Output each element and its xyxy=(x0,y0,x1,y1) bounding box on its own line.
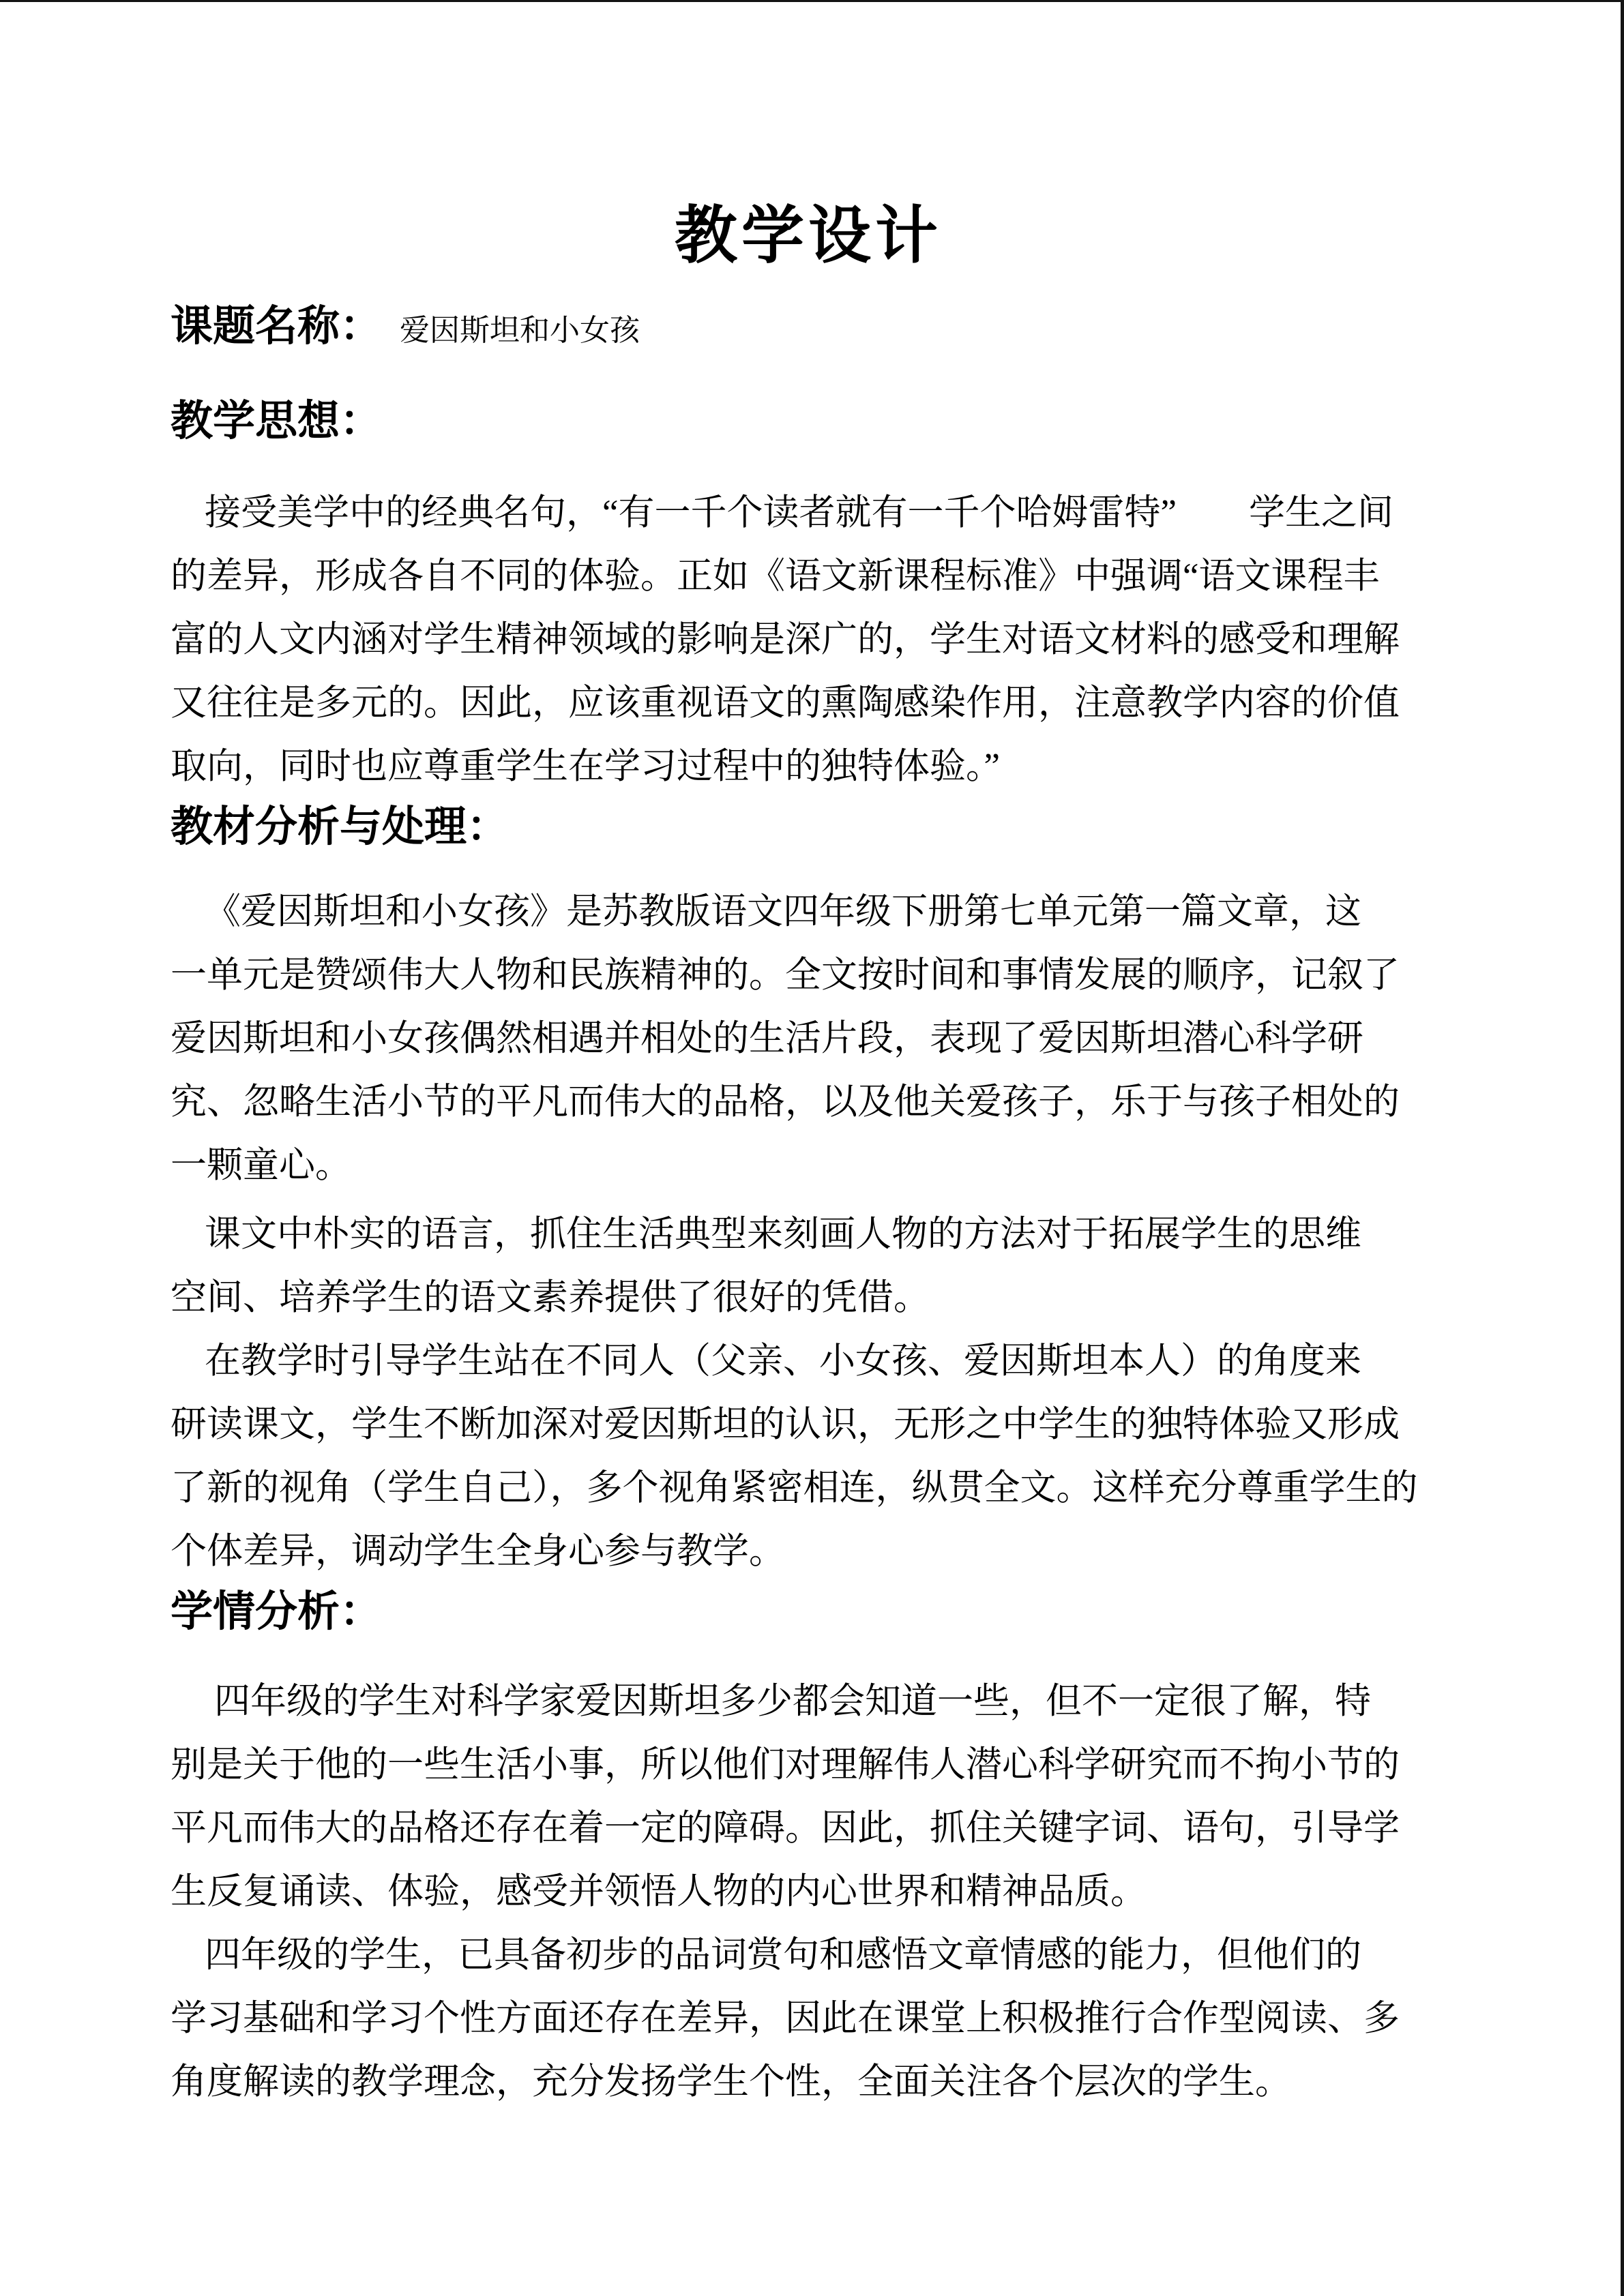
page-top-edge xyxy=(0,0,1624,2)
paragraph xyxy=(171,1203,1446,1330)
text-line: 爱因斯坦和小女孩偶然相遇并相处的生活片段，表现了爱因斯坦潜心科学研 xyxy=(171,1019,1363,1058)
text-line: 在教学时引导学生站在不同人（父亲、小女孩、爱因斯坦本人）的角度来 xyxy=(205,1341,1361,1381)
text-line: 了新的视角（学生自己），多个视角紧密相连，纵贯全文。这样充分尊重学生的 xyxy=(171,1468,1418,1508)
text-line: 的差异，形成各自不同的体验。正如《语文新课程标准》中强调“语文课程丰 xyxy=(171,556,1380,596)
text-line: 角度解读的教学理念，充分发扬学生个性，全面关注各个层次的学生。 xyxy=(171,2062,1291,2102)
text-line: 取向，同时也应尊重学生在学习过程中的独特体验。” xyxy=(171,747,1001,786)
text-line: 平凡而伟大的品格还存在着一定的障碍。因此，抓住关键字词、语句，引导学 xyxy=(171,1808,1400,1848)
paragraph xyxy=(171,1924,1446,2114)
text-line: 学习基础和学习个性方面还存在差异，因此在课堂上积极推行合作型阅读、多 xyxy=(171,1999,1400,2038)
text-line: 四年级的学生，已具备初步的品词赏句和感悟文章情感的能力，但他们的 xyxy=(205,1935,1361,1975)
text-line: 别是关于他的一些生活小事，所以他们对理解伟人潜心科学研究而不拘小节的 xyxy=(171,1745,1400,1785)
text-line: 又往往是多元的。因此，应该重视语文的熏陶感染作用，注意教学内容的价值 xyxy=(171,683,1400,723)
text-line: 生反复诵读、体验，感受并领悟人物的内心世界和精神品质。 xyxy=(171,1872,1147,1911)
text-line: 富的人文内涵对学生精神领域的影响是深广的，学生对语文材料的感受和理解 xyxy=(171,620,1400,659)
text-line: 《爱因斯坦和小女孩》是苏教版语文四年级下册第七单元第一篇文章，这 xyxy=(205,892,1361,931)
text-line: 个体差异，调动学生全身心参与教学。 xyxy=(171,1532,785,1571)
course-title-row xyxy=(171,305,1446,359)
text-line: 研读课文，学生不断加深对爱因斯坦的认识，无形之中学生的独特体验又形成 xyxy=(171,1405,1400,1444)
text-line: 空间、培养学生的语文素养提供了很好的凭借。 xyxy=(171,1278,930,1317)
section-teaching-philosophy xyxy=(171,400,1446,799)
section-learner-analysis xyxy=(171,1590,1446,2114)
section-heading-teaching-philosophy: 教学思想： xyxy=(171,398,383,445)
page-right-edge xyxy=(1621,0,1624,2296)
section-material-analysis xyxy=(171,805,1446,1583)
paragraph xyxy=(171,481,1446,799)
section-heading-material-analysis: 教材分析与处理： xyxy=(171,804,510,850)
text-line: 接受美学中的经典名句，“有一千个读者就有一千个哈姆雷特” 学生之间 xyxy=(205,493,1394,533)
text-line: 究、忽略生活小节的平凡而伟大的品格，以及他关爱孩子，乐于与孩子相处的 xyxy=(171,1082,1400,1122)
paragraph xyxy=(171,1330,1446,1583)
text-line: 四年级的学生对科学家爱因斯坦多少都会知道一些，但不一定很了解，特 xyxy=(214,1682,1371,1721)
document-content xyxy=(0,201,1624,2114)
text-line: 一颗童心。 xyxy=(171,1146,351,1185)
text-line: 一单元是赞颂伟大人物和民族精神的。全文按时间和事情发展的顺序，记叙了 xyxy=(171,955,1400,995)
paragraph xyxy=(171,880,1446,1197)
section-heading-learner-analysis: 学情分析： xyxy=(171,1589,383,1635)
document-title: 教学设计 xyxy=(674,201,942,271)
course-value: 爱因斯坦和小女孩 xyxy=(400,314,640,347)
course-label: 课题名称： xyxy=(171,303,383,350)
text-line: 课文中朴实的语言，抓住生活典型来刻画人物的方法对于拓展学生的思维 xyxy=(205,1214,1361,1254)
paragraph xyxy=(171,1670,1446,1924)
